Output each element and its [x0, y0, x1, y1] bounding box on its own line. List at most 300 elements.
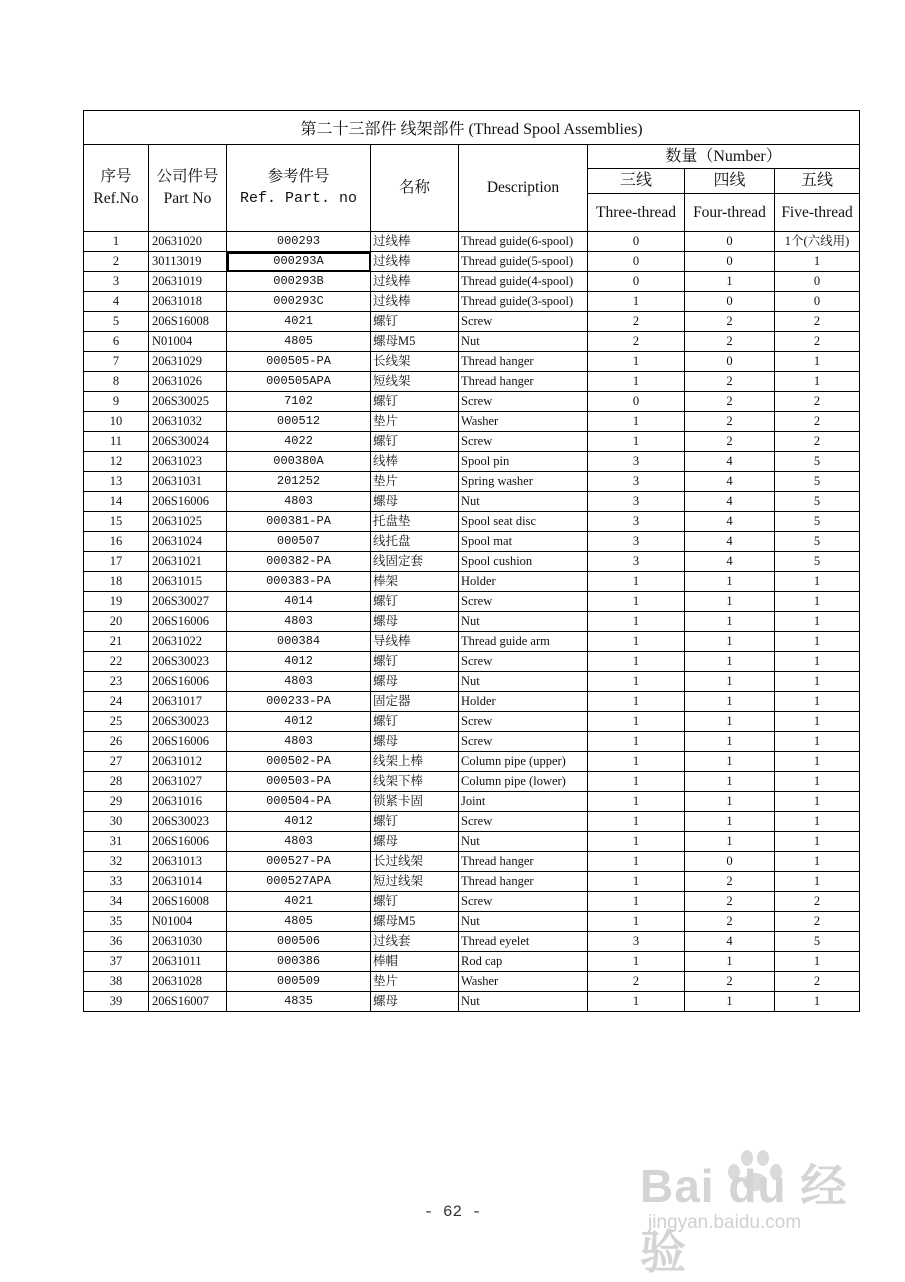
- cell-name: 螺钉: [371, 312, 459, 332]
- watermark-brand: Bai du 经验: [640, 1160, 848, 1278]
- cell-ref-part-no: 4012: [227, 812, 371, 832]
- cell-part-no: 206S30023: [149, 652, 227, 672]
- cell-three-thread: 1: [588, 432, 685, 452]
- cell-name: 螺钉: [371, 652, 459, 672]
- table-row: [84, 912, 860, 932]
- header-three-en: Three-thread: [588, 194, 685, 232]
- cell-four-thread: 0: [685, 232, 775, 252]
- cell-ref-part-no: 000233-PA: [227, 692, 371, 712]
- cell-five-thread: 1: [775, 832, 860, 852]
- cell-description: Thread guide(5-spool): [459, 252, 588, 272]
- cell-part-no: 206S30024: [149, 432, 227, 452]
- cell-ref-no: 5: [84, 312, 149, 332]
- cell-three-thread: 1: [588, 832, 685, 852]
- cell-ref-part-no: 000502-PA: [227, 752, 371, 772]
- header-five-cn: 五线: [775, 169, 860, 194]
- cell-ref-part-no: 4805: [227, 912, 371, 932]
- header-five-en: Five-thread: [775, 194, 860, 232]
- cell-name: 过线棒: [371, 232, 459, 252]
- header-ref-cn: 序号: [100, 168, 132, 185]
- cell-five-thread: 1: [775, 852, 860, 872]
- cell-ref-part-no: 000506: [227, 932, 371, 952]
- cell-ref-no: 24: [84, 692, 149, 712]
- cell-ref-part-no: 000381-PA: [227, 512, 371, 532]
- cell-ref-no: 34: [84, 892, 149, 912]
- cell-five-thread: 2: [775, 972, 860, 992]
- cell-name: 锁紧卡固: [371, 792, 459, 812]
- cell-four-thread: 2: [685, 432, 775, 452]
- cell-five-thread: 1: [775, 732, 860, 752]
- cell-three-thread: 1: [588, 692, 685, 712]
- cell-five-thread: 2: [775, 332, 860, 352]
- cell-name: 螺钉: [371, 892, 459, 912]
- cell-name: 垫片: [371, 472, 459, 492]
- cell-three-thread: 3: [588, 532, 685, 552]
- cell-ref-part-no: 4014: [227, 592, 371, 612]
- table-row: [84, 932, 860, 952]
- cell-three-thread: 1: [588, 912, 685, 932]
- cell-five-thread: 1个(六线用): [775, 232, 860, 252]
- cell-ref-no: 33: [84, 872, 149, 892]
- cell-four-thread: 1: [685, 752, 775, 772]
- cell-three-thread: 1: [588, 292, 685, 312]
- cell-name: 螺母: [371, 732, 459, 752]
- cell-name: 过线棒: [371, 292, 459, 312]
- cell-ref-no: 30: [84, 812, 149, 832]
- table-row: [84, 952, 860, 972]
- cell-three-thread: 0: [588, 252, 685, 272]
- table-row: [84, 532, 860, 552]
- cell-name: 长线架: [371, 352, 459, 372]
- cell-ref-part-no: 000507: [227, 532, 371, 552]
- cell-three-thread: 1: [588, 592, 685, 612]
- cell-name: 棒架: [371, 572, 459, 592]
- cell-description: Thread guide(4-spool): [459, 272, 588, 292]
- cell-ref-no: 3: [84, 272, 149, 292]
- cell-part-no: N01004: [149, 912, 227, 932]
- cell-name: 固定器: [371, 692, 459, 712]
- cell-part-no: 20631018: [149, 292, 227, 312]
- cell-description: Screw: [459, 592, 588, 612]
- cell-five-thread: 5: [775, 932, 860, 952]
- cell-four-thread: 1: [685, 792, 775, 812]
- cell-ref-no: 29: [84, 792, 149, 812]
- cell-part-no: 206S16008: [149, 312, 227, 332]
- header-part-en: Part No: [163, 190, 212, 207]
- cell-ref-part-no: 000504-PA: [227, 792, 371, 812]
- cell-part-no: 20631031: [149, 472, 227, 492]
- cell-description: Nut: [459, 672, 588, 692]
- cell-part-no: 20631026: [149, 372, 227, 392]
- cell-description: Nut: [459, 332, 588, 352]
- cell-description: Thread guide(6-spool): [459, 232, 588, 252]
- cell-ref-part-no: 4803: [227, 832, 371, 852]
- cell-three-thread: 1: [588, 952, 685, 972]
- table-row: [84, 892, 860, 912]
- cell-three-thread: 1: [588, 572, 685, 592]
- cell-five-thread: 2: [775, 392, 860, 412]
- cell-ref-no: 28: [84, 772, 149, 792]
- cell-ref-part-no: 000527APA: [227, 872, 371, 892]
- cell-four-thread: 1: [685, 832, 775, 852]
- cell-five-thread: 2: [775, 432, 860, 452]
- cell-four-thread: 1: [685, 772, 775, 792]
- header-ref-en: Ref.No: [93, 190, 139, 207]
- cell-ref-no: 8: [84, 372, 149, 392]
- cell-part-no: 206S16007: [149, 992, 227, 1012]
- cell-four-thread: 0: [685, 352, 775, 372]
- cell-description: Holder: [459, 692, 588, 712]
- cell-four-thread: 4: [685, 552, 775, 572]
- cell-description: Thread eyelet: [459, 932, 588, 952]
- cell-part-no: 20631020: [149, 232, 227, 252]
- cell-ref-no: 37: [84, 952, 149, 972]
- cell-part-no: 30113019: [149, 252, 227, 272]
- cell-description: Column pipe (lower): [459, 772, 588, 792]
- table-row: [84, 572, 860, 592]
- cell-three-thread: 0: [588, 272, 685, 292]
- cell-name: 线架下棒: [371, 772, 459, 792]
- cell-part-no: N01004: [149, 332, 227, 352]
- cell-four-thread: 1: [685, 672, 775, 692]
- header-four-cn: 四线: [685, 169, 775, 194]
- cell-four-thread: 4: [685, 452, 775, 472]
- cell-ref-no: 10: [84, 412, 149, 432]
- cell-ref-no: 39: [84, 992, 149, 1012]
- cell-ref-no: 22: [84, 652, 149, 672]
- cell-ref-part-no: 4835: [227, 992, 371, 1012]
- cell-description: Thread guide arm: [459, 632, 588, 652]
- cell-ref-no: 26: [84, 732, 149, 752]
- cell-name: 垫片: [371, 972, 459, 992]
- cell-description: Nut: [459, 612, 588, 632]
- cell-name: 过线棒: [371, 252, 459, 272]
- cell-description: Spool pin: [459, 452, 588, 472]
- cell-five-thread: 5: [775, 452, 860, 472]
- cell-name: 螺母: [371, 832, 459, 852]
- cell-five-thread: 5: [775, 472, 860, 492]
- cell-three-thread: 1: [588, 872, 685, 892]
- cell-part-no: 20631030: [149, 932, 227, 952]
- cell-three-thread: 3: [588, 492, 685, 512]
- table-row: [84, 672, 860, 692]
- cell-ref-no: 17: [84, 552, 149, 572]
- cell-description: Nut: [459, 832, 588, 852]
- table-row: [84, 752, 860, 772]
- cell-description: Screw: [459, 812, 588, 832]
- cell-four-thread: 1: [685, 992, 775, 1012]
- cell-description: Screw: [459, 652, 588, 672]
- cell-name: 螺母: [371, 672, 459, 692]
- cell-four-thread: 2: [685, 372, 775, 392]
- cell-part-no: 20631023: [149, 452, 227, 472]
- cell-ref-no: 32: [84, 852, 149, 872]
- cell-part-no: 20631021: [149, 552, 227, 572]
- cell-description: Joint: [459, 792, 588, 812]
- cell-name: 线棒: [371, 452, 459, 472]
- cell-part-no: 20631017: [149, 692, 227, 712]
- table-row: [84, 292, 860, 312]
- cell-five-thread: 1: [775, 672, 860, 692]
- table-row: [84, 332, 860, 352]
- cell-part-no: 20631025: [149, 512, 227, 532]
- cell-three-thread: 3: [588, 932, 685, 952]
- cell-five-thread: 1: [775, 252, 860, 272]
- table-row: [84, 512, 860, 532]
- cell-ref-part-no: 4021: [227, 892, 371, 912]
- cell-four-thread: 1: [685, 652, 775, 672]
- table-row: [84, 452, 860, 472]
- cell-five-thread: 1: [775, 772, 860, 792]
- cell-name: 垫片: [371, 412, 459, 432]
- table-row: [84, 972, 860, 992]
- cell-name: 螺钉: [371, 432, 459, 452]
- cell-part-no: 20631022: [149, 632, 227, 652]
- cell-ref-no: 15: [84, 512, 149, 532]
- cell-name: 棒帽: [371, 952, 459, 972]
- cell-five-thread: 1: [775, 872, 860, 892]
- header-description: Description: [459, 145, 588, 232]
- cell-ref-part-no: 000386: [227, 952, 371, 972]
- cell-description: Screw: [459, 312, 588, 332]
- cell-ref-part-no: 000509: [227, 972, 371, 992]
- table-row: [84, 772, 860, 792]
- table-row: [84, 792, 860, 812]
- table-row: [84, 852, 860, 872]
- cell-ref-part-no: 000512: [227, 412, 371, 432]
- cell-name: 导线棒: [371, 632, 459, 652]
- cell-five-thread: 1: [775, 812, 860, 832]
- cell-part-no: 20631015: [149, 572, 227, 592]
- cell-four-thread: 1: [685, 632, 775, 652]
- cell-description: Screw: [459, 892, 588, 912]
- cell-four-thread: 2: [685, 972, 775, 992]
- cell-name: 线托盘: [371, 532, 459, 552]
- cell-three-thread: 1: [588, 612, 685, 632]
- watermark-url: jingyan.baidu.com: [648, 1212, 802, 1233]
- cell-ref-no: 19: [84, 592, 149, 612]
- cell-part-no: 20631024: [149, 532, 227, 552]
- cell-four-thread: 4: [685, 472, 775, 492]
- header-ref-no: [84, 145, 149, 232]
- cell-five-thread: 5: [775, 532, 860, 552]
- cell-five-thread: 1: [775, 592, 860, 612]
- table-title: 第二十三部件 线架部件 (Thread Spool Assemblies): [84, 111, 860, 145]
- table-row: [84, 432, 860, 452]
- cell-description: Thread hanger: [459, 872, 588, 892]
- table-row: [84, 652, 860, 672]
- cell-part-no: 20631012: [149, 752, 227, 772]
- table-row: [84, 272, 860, 292]
- cell-three-thread: 1: [588, 672, 685, 692]
- cell-description: Screw: [459, 432, 588, 452]
- cell-four-thread: 1: [685, 732, 775, 752]
- cell-part-no: 20631011: [149, 952, 227, 972]
- cell-description: Screw: [459, 732, 588, 752]
- table-row: [84, 592, 860, 612]
- cell-name: 过线套: [371, 932, 459, 952]
- cell-ref-no: 16: [84, 532, 149, 552]
- cell-four-thread: 2: [685, 332, 775, 352]
- cell-part-no: 20631016: [149, 792, 227, 812]
- cell-three-thread: 1: [588, 632, 685, 652]
- cell-four-thread: 0: [685, 852, 775, 872]
- header-refpart-en: Ref. Part. no: [239, 190, 358, 207]
- table-row: [84, 712, 860, 732]
- cell-four-thread: 2: [685, 392, 775, 412]
- table-row: [84, 472, 860, 492]
- cell-ref-part-no: 4805: [227, 332, 371, 352]
- cell-name: 螺母M5: [371, 912, 459, 932]
- cell-five-thread: 1: [775, 992, 860, 1012]
- cell-ref-no: 1: [84, 232, 149, 252]
- cell-ref-part-no: 4803: [227, 492, 371, 512]
- cell-name: 托盘垫: [371, 512, 459, 532]
- cell-four-thread: 2: [685, 912, 775, 932]
- cell-five-thread: 5: [775, 512, 860, 532]
- table-row: [84, 492, 860, 512]
- cell-ref-no: 36: [84, 932, 149, 952]
- cell-five-thread: 1: [775, 652, 860, 672]
- cell-five-thread: 1: [775, 612, 860, 632]
- header-part-cn: 公司件号: [156, 168, 219, 185]
- cell-three-thread: 1: [588, 992, 685, 1012]
- table-row: [84, 992, 860, 1012]
- cell-four-thread: 4: [685, 512, 775, 532]
- cell-ref-part-no: 000503-PA: [227, 772, 371, 792]
- table-row: [84, 612, 860, 632]
- cell-ref-part-no: 000383-PA: [227, 572, 371, 592]
- header-ref-part-no: [227, 145, 371, 232]
- cell-ref-no: 27: [84, 752, 149, 772]
- cell-ref-part-no: 4012: [227, 652, 371, 672]
- cell-five-thread: 1: [775, 352, 860, 372]
- cell-five-thread: 2: [775, 412, 860, 432]
- table-row: [84, 552, 860, 572]
- cell-part-no: 206S16006: [149, 612, 227, 632]
- cell-description: Thread hanger: [459, 372, 588, 392]
- cell-five-thread: 5: [775, 492, 860, 512]
- cell-ref-part-no: 4022: [227, 432, 371, 452]
- cell-name: 螺母: [371, 492, 459, 512]
- cell-description: Spool seat disc: [459, 512, 588, 532]
- cell-name: 线架上棒: [371, 752, 459, 772]
- cell-description: Screw: [459, 392, 588, 412]
- parts-table: [83, 110, 860, 1012]
- cell-part-no: 20631032: [149, 412, 227, 432]
- cell-five-thread: 1: [775, 692, 860, 712]
- table-row: [84, 832, 860, 852]
- table-row: [84, 352, 860, 372]
- cell-ref-part-no: 7102: [227, 392, 371, 412]
- cell-five-thread: 1: [775, 572, 860, 592]
- cell-description: Rod cap: [459, 952, 588, 972]
- cell-part-no: 206S16006: [149, 672, 227, 692]
- header-three-cn: 三线: [588, 169, 685, 194]
- cell-description: Spring washer: [459, 472, 588, 492]
- cell-ref-no: 12: [84, 452, 149, 472]
- cell-part-no: 206S16006: [149, 492, 227, 512]
- cell-name: 长过线架: [371, 852, 459, 872]
- cell-three-thread: 1: [588, 732, 685, 752]
- cell-four-thread: 1: [685, 712, 775, 732]
- cell-ref-part-no: 201252: [227, 472, 371, 492]
- cell-five-thread: 1: [775, 372, 860, 392]
- cell-ref-no: 21: [84, 632, 149, 652]
- cell-four-thread: 1: [685, 572, 775, 592]
- cell-ref-no: 14: [84, 492, 149, 512]
- cell-three-thread: 1: [588, 712, 685, 732]
- cell-name: 螺钉: [371, 592, 459, 612]
- cell-description: Nut: [459, 492, 588, 512]
- cell-name: 螺钉: [371, 392, 459, 412]
- cell-name: 线固定套: [371, 552, 459, 572]
- table-row: [84, 412, 860, 432]
- cell-ref-no: 7: [84, 352, 149, 372]
- cell-part-no: 20631019: [149, 272, 227, 292]
- cell-ref-part-no: 000380A: [227, 452, 371, 472]
- cell-name: 螺钉: [371, 712, 459, 732]
- cell-name: 螺钉: [371, 812, 459, 832]
- cell-ref-part-no: 000384: [227, 632, 371, 652]
- header-name: 名称: [371, 145, 459, 232]
- cell-ref-part-no: 4012: [227, 712, 371, 732]
- cell-name: 螺母: [371, 612, 459, 632]
- cell-ref-no: 31: [84, 832, 149, 852]
- cell-description: Spool cushion: [459, 552, 588, 572]
- cell-part-no: 206S30023: [149, 712, 227, 732]
- cell-three-thread: 0: [588, 392, 685, 412]
- table-row: [84, 812, 860, 832]
- cell-description: Washer: [459, 972, 588, 992]
- table-row: [84, 392, 860, 412]
- cell-ref-no: 23: [84, 672, 149, 692]
- cell-three-thread: 1: [588, 652, 685, 672]
- table-row: [84, 732, 860, 752]
- cell-three-thread: 2: [588, 972, 685, 992]
- cell-part-no: 20631029: [149, 352, 227, 372]
- cell-description: Thread hanger: [459, 352, 588, 372]
- cell-four-thread: 2: [685, 312, 775, 332]
- parts-table-body: [84, 232, 860, 1012]
- cell-five-thread: 0: [775, 292, 860, 312]
- cell-ref-part-no: 000293A: [227, 252, 371, 272]
- cell-four-thread: 1: [685, 592, 775, 612]
- cell-ref-part-no: 4803: [227, 732, 371, 752]
- cell-five-thread: 2: [775, 892, 860, 912]
- cell-name: 螺母: [371, 992, 459, 1012]
- cell-part-no: 206S30023: [149, 812, 227, 832]
- table-row: [84, 252, 860, 272]
- cell-five-thread: 1: [775, 752, 860, 772]
- cell-ref-part-no: 4021: [227, 312, 371, 332]
- cell-three-thread: 3: [588, 452, 685, 472]
- cell-four-thread: 1: [685, 692, 775, 712]
- cell-ref-no: 38: [84, 972, 149, 992]
- cell-part-no: 20631014: [149, 872, 227, 892]
- cell-description: Screw: [459, 712, 588, 732]
- cell-five-thread: 1: [775, 632, 860, 652]
- header-four-en: Four-thread: [685, 194, 775, 232]
- cell-part-no: 20631028: [149, 972, 227, 992]
- cell-four-thread: 1: [685, 272, 775, 292]
- header-part-no: [149, 145, 227, 232]
- cell-ref-part-no: 000293B: [227, 272, 371, 292]
- cell-four-thread: 4: [685, 492, 775, 512]
- cell-four-thread: 1: [685, 812, 775, 832]
- cell-ref-part-no: 4803: [227, 672, 371, 692]
- cell-ref-no: 20: [84, 612, 149, 632]
